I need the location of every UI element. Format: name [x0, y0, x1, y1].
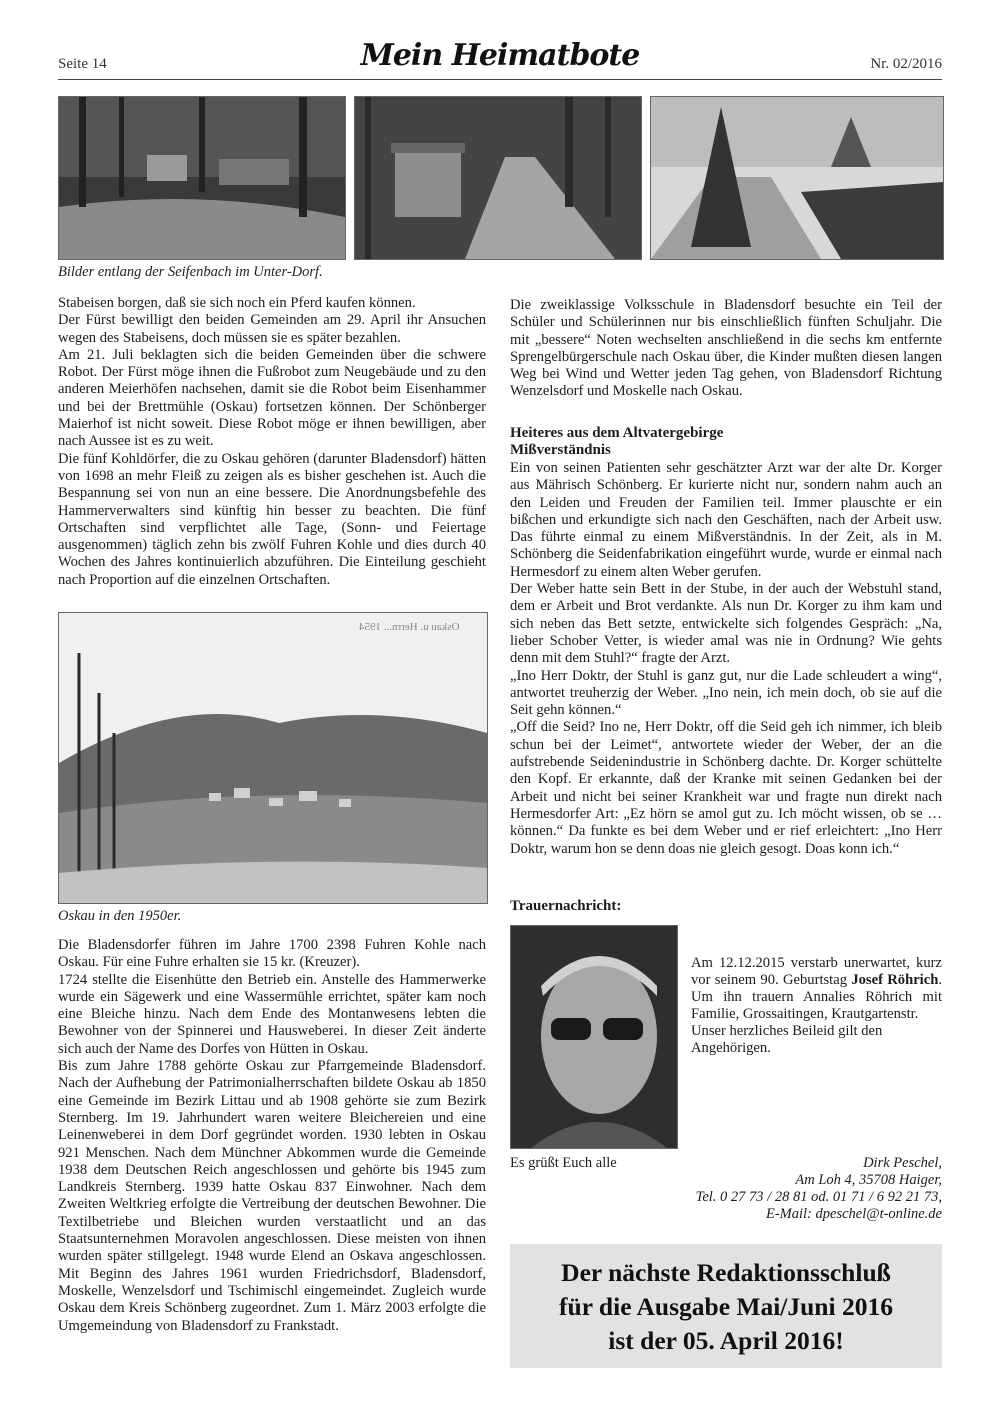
- notice-line: Der nächste Redaktionsschluß: [561, 1258, 891, 1287]
- paragraph: 1724 stellte die Eisenhütte den Betrieb ein. Anstelle des Hammerwerke wurde ein Sägewerk und eine Wassermühle errichtet, später kam noch eine Bleiche hinzu. Nach dem Ende des Montanwesens lebten die Bewohner von der Spinnerei und Hausweberei. In dieser Zeit änderte sich auch der Name des Dorfes von Hütten in Oskau.: [58, 971, 486, 1057]
- paragraph: Ein von seinen Patienten sehr geschätzter Arzt war der alte Dr. Korger aus Mährisch Schönberg. Er kurierte nicht nur, sondern nahm auch an den Leiden und Freuden der Familien teil. Immer plauschte er ein bißchen und erkundigte sich nach den Geschäften, nach der Arbeit usw. Das führte einmal zu einem Mißverständnis. In der Zeit, als in M. Schönberg die Seidenfabrikation eingeführt wurde, wurde er einmal nach Hermesdorf zu einem alten Weber gerufen.: [510, 460, 942, 580]
- obituary-text-1: Am 12.12.2015 verstarb unerwartet, kurz vor seinem 90. Geburtstag: [691, 955, 942, 988]
- obituary-text: [691, 955, 942, 1057]
- author-name: Dirk Peschel,: [863, 1155, 942, 1171]
- deceased-name: Josef Röhrich: [851, 972, 939, 988]
- photo-forest-path-well: [354, 96, 642, 260]
- photo-inscription: Oskau u. Herrn... 1954: [359, 621, 460, 633]
- paragraph: Der Weber hatte sein Bett in der Stube, in der auch der Webstuhl stand, dem er Arbeit und Brot verdankte. Als nun Dr. Korger zu ihm kam und sich neben das Bett setzte, entwickelte sich folgendes Gespräch: „Na, lieber Schober Vetter, is wieder amal was nie in Ordnung? Wie gehts denn mit dem Stuhl?“ fragte der Arzt.: [510, 581, 942, 667]
- paragraph: Der Fürst bewilligt den beiden Gemeinden am 29. April ihr Ansuchen wegen des Stabeisens, doch müssen sie es später bezahlen.: [58, 312, 486, 346]
- oskau-photo-caption: Oskau in den 1950er.: [58, 908, 182, 924]
- right-column-story: [510, 460, 942, 858]
- page-number: Seite 14: [58, 56, 107, 72]
- left-column-text-1: [58, 295, 486, 589]
- portrait-photo: [510, 925, 678, 1149]
- notice-line: für die Ausgabe Mai/Juni 2016: [559, 1292, 893, 1321]
- photo-oskau-1950s: [58, 612, 488, 904]
- header-divider: [58, 79, 942, 80]
- author-phone: Tel. 0 27 73 / 28 81 od. 01 71 / 6 92 21 73,: [695, 1189, 942, 1205]
- notice-line: ist der 05. April 2016!: [608, 1326, 844, 1355]
- signature-block: [642, 1155, 942, 1223]
- greeting: Es grüßt Euch alle: [510, 1155, 617, 1171]
- left-column-text-2: [58, 937, 486, 1335]
- section-heading: Heiteres aus dem Altvatergebirge: [510, 425, 724, 441]
- author-address: Am Loh 4, 35708 Haiger,: [795, 1172, 942, 1188]
- deadline-notice: [510, 1244, 942, 1368]
- section-subheading: Mißverständnis: [510, 442, 611, 458]
- right-column-text-1: [510, 297, 942, 401]
- paragraph: Die Bladensdorfer führen im Jahre 1700 2398 Fuhren Kohle nach Oskau. Für eine Fuhre erhalten sie 15 kr. (Kreuzer).: [58, 937, 486, 971]
- paragraph: „Ino Herr Doktr, der Stuhl is ganz gut, nur die Lade schleudert a wing“, antwortet treuherzig der Weber. „Ino nein, ich mein doch, ob sie auf die Seit gehn können.“: [510, 667, 942, 719]
- photo-pond-path: [650, 96, 944, 260]
- condolence: Unser herzliches Beileid gilt den Angehörigen.: [691, 1023, 883, 1056]
- paragraph: Die fünf Kohldörfer, die zu Oskau gehören (darunter Bladensdorf) hätten von 1698 an mehr Fleiß zu zeigen als es bisher geschehen ist. Auch die Bespannung sei von nun an eine bessere. Die Anordnungsbefehle des Hammerverwalters sind künftig hin besser zu beachten. Die fünf Ortschaften sind verpflichtet alle Tage, (Sonn- und Feiertage ausgenommen) täglich zehn bis zwölf Fuhren Kohle und dies durch 40 Wochen des Jahres kontinuierlich abzuführen. Die Einteilung geschieht nach Proportion auf die einzelnen Ortschaften.: [58, 450, 486, 588]
- masthead-logo: Mein Heimatbote: [360, 38, 640, 73]
- photo-forest-shed-car: [58, 96, 346, 260]
- paragraph: Die zweiklassige Volksschule in Bladensdorf besuchte ein Teil der Schüler und Schülerinnen nur bis einschließlich fünften Schuljahr. Die mit „bessere“ Noten wechselten anschließend in die sechs km entfernte Sprengelbürgerschule nach Oskau über, die Kinder mußten diesen langen Weg bei Wind und Wetter jeden Tag gehen, von Bladensdorf Richtung Wenzelsdorf und Moskelle nach Oskau.: [510, 297, 942, 400]
- obituary-paragraph: [691, 955, 942, 1023]
- issue-number: Nr. 02/2016: [870, 56, 942, 72]
- author-email: E-Mail: dpeschel@t-online.de: [765, 1206, 942, 1222]
- top-photos-caption: Bilder entlang der Seifenbach im Unter-Dorf.: [58, 264, 323, 280]
- obituary-text-2: . Um ihn trauern Annalies Röhrich mit Familie, Grossaitingen, Krautgartenstr.: [691, 972, 942, 1022]
- obituary-heading: Trauernachricht:: [510, 898, 622, 914]
- paragraph: „Off die Seid? Ino ne, Herr Doktr, off die Seid geh ich nimmer, ich bleib schun bei der Leimet“, antwortete wieder der Weber, der an die aufstrebende Seidenindustrie in Schönberg dachte. Dr. Korger schüttelte den Kopf. Er erkannte, daß der Kranke mit seinen Gedanken bei der Arbeit und nicht bei seiner Krankheit war und fragte nun direkt nach Hermesdorfer Art: „Ez hörn se amol gut zu. Ich möcht wissen, ob se … können.“ Da funkte es bei dem Weber und er rief erleichtert: „Ino Herr Doktr, warum hon se denn doas nie gleich gesogt. Doas konn ich.“: [510, 719, 942, 857]
- paragraph: Stabeisen borgen, daß sie sich noch ein Pferd kaufen können.: [58, 295, 416, 311]
- paragraph: Bis zum Jahre 1788 gehörte Oskau zur Pfarrgemeinde Bladensdorf. Nach der Aufhebung der Patrimonialherrschaften bildete Oskau ab 1850 eine Gemeinde im Bezirk Littau und ab 1908 gehörte sie zum Bezirk Sternberg. Im 19. Jahrhundert waren weitere Bleichereien und eine Leinenweberei in dem Dorf gegründet worden. 1930 lebten in Oskau 921 Menschen. Nach dem Münchner Abkommen wurde die Gemeinde 1938 dem Deutschen Reich angeschlossen und gehörte bis 1945 zum Landkreis Sternberg. 1939 hatte Oskau 837 Einwohner. Nach dem Zweiten Weltkrieg erfolgte die Vertreibung der deutschen Bewohner. Die Textilbetriebe und Bleichen wurden verstaatlicht und an das Staatsunternehmen Moravolen angeschlossen. Diese meisten von ihnen wurden später stillgelegt. 1948 wurde Elend an Oskava angeschlossen. Mit Beginn des Jahres 1961 wurden Friedrichsdorf, Bladensdorf, Moskelle, Wenzelsdorf und Tschimischl eingemeindet. Zugleich wurde Oskau dem Kreis Schönberg zugeordnet. Zum 1. März 2003 erfolgte die Umgemeindung von Bladensdorf zu Frankstadt.: [58, 1058, 486, 1334]
- paragraph: Am 21. Juli beklagten sich die beiden Gemeinden über die schwere Robot. Der Fürst möge ihnen die Fußrobot zum Neugebäude und zu den anderen Meierhöfen nachsehen, damit sie die Robot beim Eisenhammer und bei der Brettmühle (Oskau) fortsetzen können. Der Schönberger Maierhof ist nicht soweit. Diese Robot möge er ihnen bewilligen, aber nach Aussee ist es zu weit.: [58, 346, 486, 450]
